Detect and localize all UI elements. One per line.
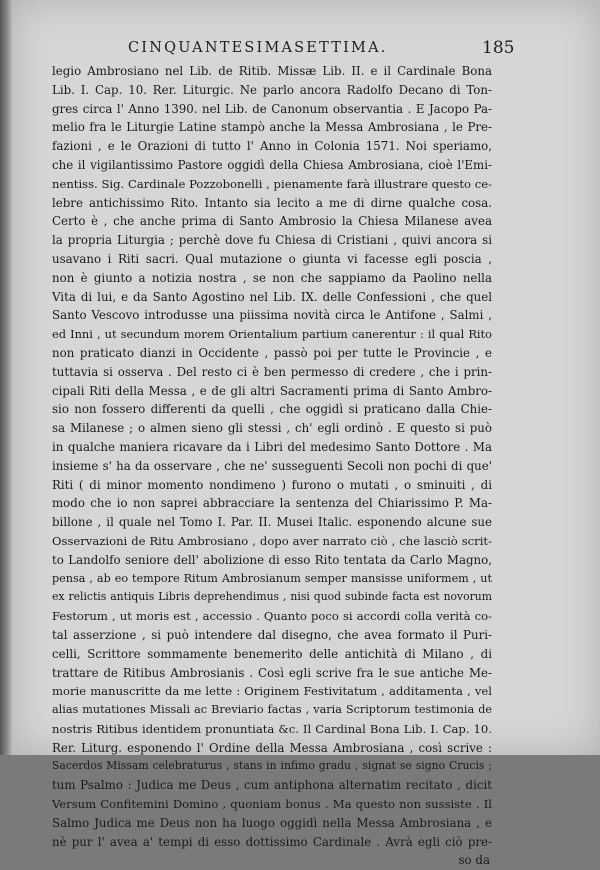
text-line: pensa , ab eo tempore Ritum Ambrosianum semper mansisse uniformem , ut	[52, 571, 492, 585]
text-line: celli, Scrittore sommamente benemerito delle antichità di Milano , di	[52, 646, 492, 661]
text-line: to Landolfo seniore dell' abolizione di esso Rito tentata da Carlo Magno,	[52, 552, 492, 567]
text-line: fazioni , e le Orazioni di tutto l' Anno in Colonia 1571. Noi speriamo,	[52, 139, 492, 154]
body-text	[52, 62, 492, 870]
text-line: non praticato dianzi in Occidente , passò poi per tutte le Provincie , e	[52, 345, 492, 360]
text-line: nentiss. Sig. Cardinale Pozzobonelli , pienamente farà illustrare questo ce-	[52, 176, 492, 191]
text-line: ed Inni , ut secundum morem Orientalium partium canerentur : il qual Rito	[52, 327, 492, 342]
text-line: morie manuscritte da me lette : Originem Festivitatum , additamenta , vel	[52, 684, 492, 699]
text-line: melio fra le Liturgie Latine stampò anche la Messa Ambrosiana , le Pre-	[52, 120, 492, 135]
text-line: Santo Vescovo introdusse una piissima novità circa le Antifone , Salmi ,	[52, 308, 492, 323]
text-line: nostris Ritibus identidem pronuntiata &c. Il Cardinal Bona Lib. I. Cap. 10.	[52, 721, 492, 736]
text-line: Certo è , che anche prima di Santo Ambrosio la Chiesa Milanese avea	[52, 214, 492, 229]
text-line: Lib. I. Cap. 10. Rer. Liturgic. Ne parlo ancora Radolfo Decano di Ton-	[52, 82, 492, 97]
text-line: cipali Riti della Messa , e de gli altri Sacramenti prima di Santo Ambro-	[52, 383, 492, 398]
book-gutter-shadow	[0, 0, 12, 755]
catchword: so da	[458, 853, 490, 868]
text-line: Vita di lui, e da Santo Agostino nel Lib. IX. delle Confessioni , che quel	[52, 289, 492, 304]
text-line: Osservazioni de Ritu Ambrosiano , dopo aver narrato ciò , che lasciò scrit-	[52, 533, 492, 548]
text-line: Festorum , ut moris est , accessio . Quanto poco si accordi colla verità co-	[52, 609, 492, 624]
text-line: Salmo Judica me Deus non ha luogo oggidì nella Messa Ambrosiana , e	[52, 815, 492, 830]
text-line: trattare de Ritibus Ambrosianis . Così egli scrive fra le sue antiche Me-	[52, 665, 492, 680]
text-line: Versum Confitemini Domino , quoniam bonus . Ma questo non sussiste . Il	[52, 797, 492, 812]
text-line: sio non fossero differenti da quelli , che oggidì si praticano dalla Chie-	[52, 402, 492, 417]
book-page	[12, 0, 600, 868]
text-line: Rer. Liturg. esponendo l' Ordine della Messa Ambrosiana , così scrive :	[52, 740, 492, 755]
text-line: gres circa l' Anno 1390. nel Lib. de Canonum observantia . E Jacopo Pa-	[52, 101, 492, 116]
text-line: lebre antichissimo Rito. Intanto sia lecito a me di dirne qualche cosa.	[52, 195, 492, 210]
text-line: Riti ( di minor momento nondimeno ) furono o mutati , o sminuiti , di	[52, 477, 492, 492]
text-line: tum Psalmo : Judica me Deus , cum antiphona alternatim recitato , dicit	[52, 778, 492, 793]
text-line: la propria Liturgia ; perchè dove fu Chiesa di Cristiani , quivi ancora si	[52, 233, 492, 248]
text-line: billone , il quale nel Tomo I. Par. II. Musei Italic. esponendo alcune sue	[52, 515, 492, 530]
text-line: ex relictis antiquis Libris deprehendimus , nisi quod subinde facta est novorum	[52, 590, 492, 604]
text-line: sa Milanese ; o almen sieno gli stessi , ch' egli ordinò . E questo si può	[52, 421, 492, 436]
text-line: alias mutationes Missali ac Breviario factas , varia Scriptorum testimonia de	[52, 703, 492, 717]
text-line: Sacerdos Missam celebraturus , stans in infimo gradu , signat se signo Crucis ;	[52, 759, 492, 773]
text-line: insieme s' ha da osservare , che ne' susseguenti Secoli non pochi di que'	[52, 458, 492, 473]
text-line: tuttavia si osserva . Del resto ci è ben permesso di credere , che i prin-	[52, 364, 492, 379]
page-header	[12, 38, 600, 62]
text-line: in qualche maniera ricavare da i Libri del medesimo Santo Dottore . Ma	[52, 439, 492, 454]
text-line: che il vigilantissimo Pastore oggidì della Chiesa Ambrosiana, cioè l'Emi-	[52, 157, 492, 172]
page-number: 185	[482, 38, 515, 58]
running-head: CINQUANTESIMASETTIMA.	[128, 40, 388, 56]
text-line: usavano i Riti sacri. Qual mutazione o giunta vi facesse egli poscia ,	[52, 251, 492, 266]
text-line: non è giunto a notizia nostra , se non che sappiamo da Paolino nella	[52, 270, 492, 285]
text-line: tal asserzione , si può intendere dal disegno, che avea formato il Puri-	[52, 627, 492, 642]
text-line: modo che io non saprei abbracciare la sentenza del Chiarissimo P. Ma-	[52, 496, 492, 511]
text-line: nè pur l' avea a' tempi di esso dottissimo Cardinale . Avrà egli ciò pre-	[52, 834, 492, 849]
text-line: legio Ambrosiano nel Lib. de Ritib. Missæ Lib. II. e il Cardinale Bona	[52, 64, 492, 78]
